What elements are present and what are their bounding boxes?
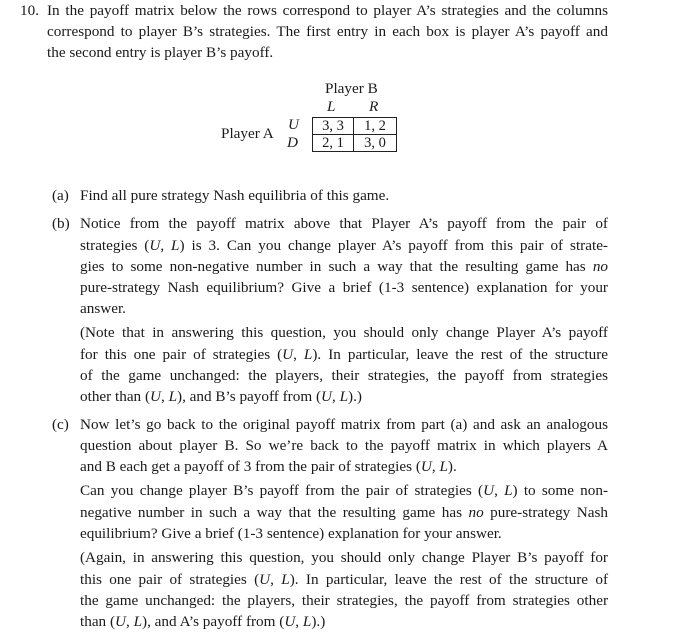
part-c-label: (c) [52,416,69,433]
part-c-note-line: than (U, L), and A’s payoff from (U, L).) [80,613,326,630]
cell-U-L: 3, 3 [313,118,354,135]
intro-line: correspond to player B’s strategies. The first entry in each box is player A’s payoff and [47,23,608,40]
payoff-matrix [312,117,397,152]
part-c-line: question about player B. So we’re back to the payoff matrix in which players A [80,437,608,454]
part-c-note-line: the game unchanged: the players, their strategies, the payoff from strategies other [80,592,608,609]
row-player-label: Player A [221,125,274,142]
part-b-line: strategies (U, L) is 3. Can you change player A’s payoff from this pair of strate- [80,237,608,254]
part-c-line: and B each get a payoff of 3 from the pair of strategies (U, L). [80,458,457,475]
matrix-row-U [313,118,397,135]
row-label-U: U [288,116,299,133]
column-player-label: Player B [325,80,378,97]
part-a-label: (a) [52,187,69,204]
intro-line: In the payoff matrix below the rows correspond to player A’s strategies and the columns [47,2,608,19]
part-c-question-line: negative number in such a way that the resulting game has no pure-strategy Nash [80,504,608,521]
part-b-note-line: for this one pair of strategies (U, L). In particular, leave the rest of the structure [80,346,608,363]
part-b-line: Notice from the payoff matrix above that Player A’s payoff from the pair of [80,215,608,232]
column-label-R: R [369,98,379,115]
part-c-note-line: (Again, in answering this question, you should only change Player B’s payoff for [80,549,608,566]
intro-line: the second entry is player B’s payoff. [47,44,274,61]
cell-D-L: 2, 1 [313,135,354,152]
part-b-line: answer. [80,300,126,317]
cell-U-R: 1, 2 [354,118,397,135]
part-b-line: pure-strategy Nash equilibrium? Give a brief (1-3 sentence) explanation for your [80,279,608,296]
part-b-note-line: (Note that in answering this question, you should only change Player A’s payoff [80,324,608,341]
problem-number: 10. [20,2,39,19]
column-label-L: L [327,98,336,115]
part-a-text: Find all pure strategy Nash equilibria of this game. [80,187,390,204]
part-c-line: Now let’s go back to the original payoff matrix from part (a) and ask an analogous [80,416,608,433]
part-b-note-line: of the game unchanged: the players, their strategies, the payoff from strategies [80,367,608,384]
row-label-D: D [287,134,298,151]
cell-D-R: 3, 0 [354,135,397,152]
part-c-note-line: this one pair of strategies (U, L). In particular, leave the rest of the structure of [80,571,609,588]
part-b-line: gies to some non-negative number in such a way that the resulting game has no [80,258,608,275]
part-b-label: (b) [52,215,70,232]
part-c-question-line: Can you change player B’s payoff from the pair of strategies (U, L) to some non- [80,482,608,499]
part-c-question-line: equilibrium? Give a brief (1-3 sentence) explanation for your answer. [80,525,502,542]
part-b-note-line: other than (U, L), and B’s payoff from (U, L).) [80,388,362,405]
matrix-row-D [313,135,397,152]
